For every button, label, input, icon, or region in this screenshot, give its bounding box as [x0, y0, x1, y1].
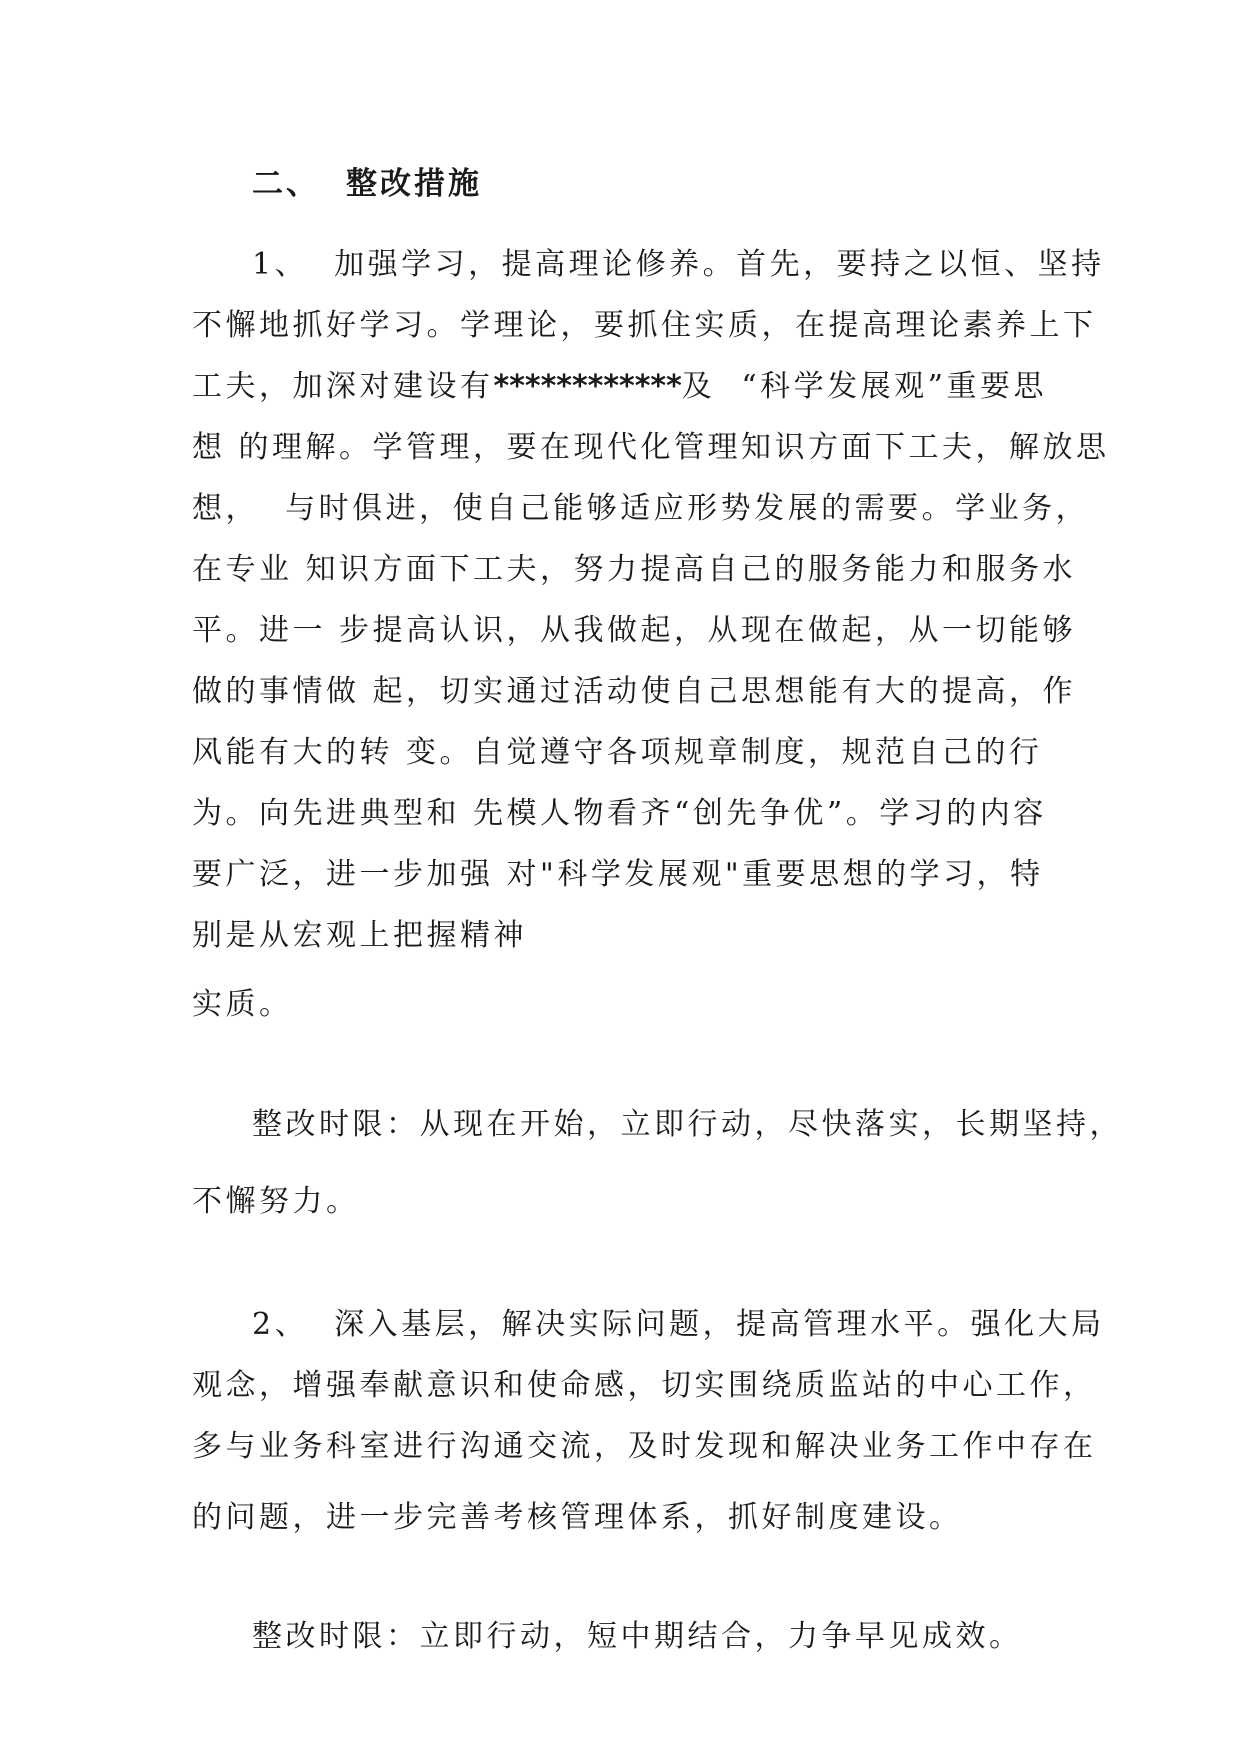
item1-line-2: 不懈地抓好学习。学理论，要抓住实质，在提高理论素养上下	[192, 308, 1097, 343]
item1-line-12: 别是从宏观上把握精神	[192, 918, 527, 953]
item1-deadline-line-2: 不懈努力。	[192, 1184, 360, 1219]
item1-line-4: 想 的理解。学管理，要在现代化管理知识方面下工夫，解放思	[192, 430, 1110, 465]
item2-line-3: 多与业务科室进行沟通交流，及时发现和解决业务工作中存在	[192, 1429, 1097, 1464]
item1-line-11: 要广泛，进一步加强 对"科学发展观"重要思想的学习，特	[192, 857, 1044, 892]
section-heading	[252, 158, 482, 203]
item2-line-1: 2、 深入基层，解决实际问题，提高管理水平。强化大局	[252, 1307, 1105, 1342]
item2-line-4: 的问题，进一步完善考核管理体系，抓好制度建设。	[192, 1500, 963, 1535]
item1-line-10: 为。向先进典型和 先模人物看齐“创先争优”。学习的内容	[192, 796, 1047, 831]
item1-line-1: 1、 加强学习，提高理论修养。首先，要持之以恒、坚持	[252, 247, 1105, 282]
item1-line-5: 想， 与时俱进，使自己能够适应形势发展的需要。学业务，	[192, 491, 1090, 526]
item2-deadline: 整改时限：立即行动，短中期结合，力争早见成效。	[252, 1619, 1023, 1654]
item1-line-3	[192, 369, 1048, 404]
item1-line-13: 实质。	[192, 987, 293, 1022]
item1-deadline-line-1: 整改时限：从现在开始，立即行动，尽快落实，长期坚持，	[252, 1107, 1123, 1142]
item1-line-8: 做的事情做 起，切实通过活动使自己思想能有大的提高，作	[192, 674, 1077, 709]
item1-line-9: 风能有大的转 变。自觉遵守各项规章制度，规范自己的行	[192, 735, 1043, 770]
section-title: 整改措施	[346, 166, 482, 202]
item1-line-3-tail: 及 “科学发展观”重要思	[681, 369, 1048, 404]
redacted-text: ************	[493, 369, 682, 404]
item2-line-2: 观念，增强奉献意识和使命感，切实围绕质监站的中心工作，	[192, 1368, 1097, 1403]
item1-line-3-head: 工夫，加深对建设有	[192, 369, 494, 404]
item1-line-6: 在专业 知识方面下工夫，努力提高自己的服务能力和服务水	[192, 552, 1077, 587]
item1-line-7: 平。进一 步提高认识，从我做起，从现在做起，从一切能够	[192, 613, 1077, 648]
section-number: 二、	[252, 166, 320, 202]
